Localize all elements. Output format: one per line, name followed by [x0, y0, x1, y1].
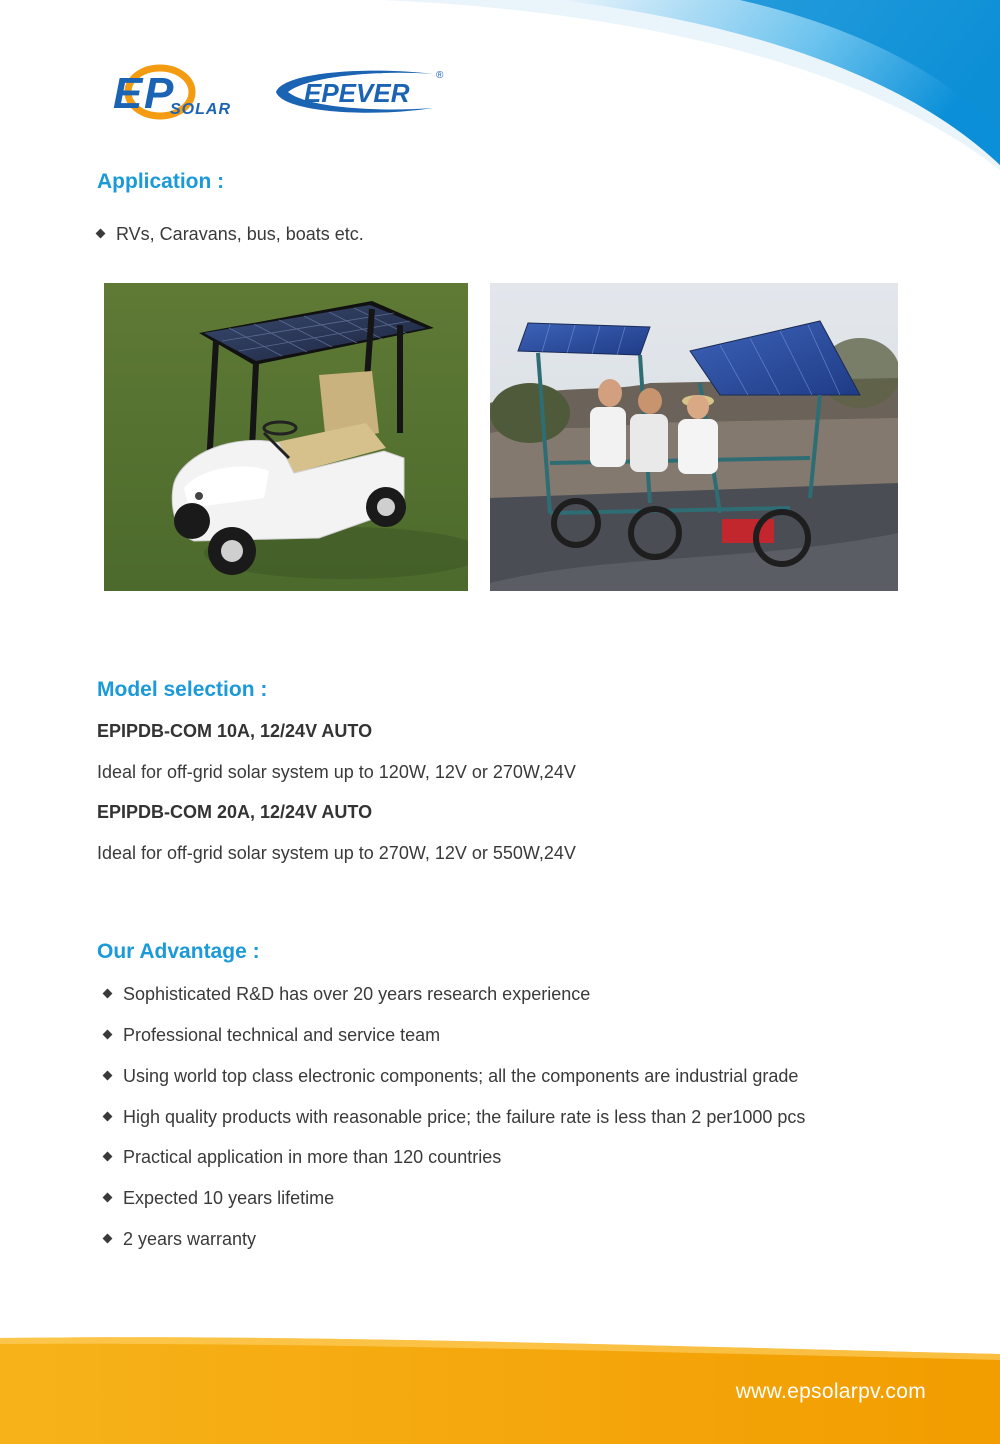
- bullet-diamond-icon: [103, 1234, 113, 1244]
- epever-logo-text: EPEVER: [304, 78, 410, 108]
- advantage-item: Sophisticated R&D has over 20 years research experience: [104, 984, 590, 1005]
- website-url[interactable]: www.epsolarpv.com: [735, 1380, 926, 1403]
- golf-cart-photo: [104, 283, 468, 591]
- model-2-desc: Ideal for off-grid solar system up to 270W, 12V or 550W,24V: [97, 843, 576, 863]
- bullet-diamond-icon: [103, 1030, 113, 1040]
- registered-mark: ®: [436, 70, 444, 81]
- application-bullet: RVs, Caravans, bus, boats etc.: [97, 224, 364, 245]
- solar-vehicle-photo: [490, 283, 898, 591]
- bullet-diamond-icon: [96, 229, 106, 239]
- bullet-diamond-icon: [103, 989, 113, 999]
- bullet-diamond-icon: [103, 1152, 113, 1162]
- svg-text:SOLAR: SOLAR: [170, 101, 231, 118]
- svg-text:E: E: [113, 69, 143, 118]
- model-selection-title: Model selection :: [97, 678, 268, 701]
- epsolar-logo: [108, 62, 468, 132]
- bullet-diamond-icon: [103, 1193, 113, 1203]
- advantage-item: Expected 10 years lifetime: [104, 1188, 334, 1209]
- model-1-desc: Ideal for off-grid solar system up to 120W, 12V or 270W,24V: [97, 762, 576, 782]
- advantage-item: Using world top class electronic components; all the components are industrial grade: [104, 1066, 798, 1087]
- bullet-diamond-icon: [103, 1071, 113, 1081]
- svg-text:P: P: [144, 69, 174, 118]
- advantage-item: 2 years warranty: [104, 1229, 256, 1250]
- advantage-item: High quality products with reasonable price; the failure rate is less than 2 per1000 pcs: [104, 1107, 805, 1128]
- application-title: Application :: [97, 170, 225, 193]
- advantage-item: Professional technical and service team: [104, 1025, 440, 1046]
- brand-logos: [108, 62, 468, 132]
- advantage-title: Our Advantage :: [97, 940, 260, 963]
- advantage-item: Practical application in more than 120 countries: [104, 1147, 501, 1168]
- bullet-diamond-icon: [103, 1112, 113, 1122]
- model-1-name: EPIPDB-COM 10A, 12/24V AUTO: [97, 721, 373, 741]
- model-2-name: EPIPDB-COM 20A, 12/24V AUTO: [97, 802, 373, 822]
